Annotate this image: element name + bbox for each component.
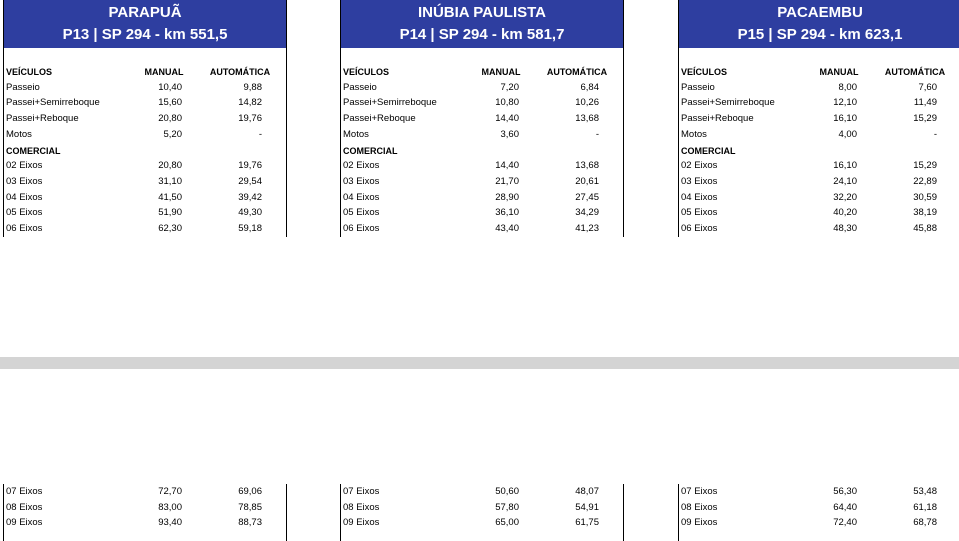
automatic-value: 34,29 bbox=[575, 207, 599, 219]
automatic-value: 27,45 bbox=[575, 191, 599, 203]
column-header-row bbox=[679, 64, 959, 80]
manual-value: 10,40 bbox=[158, 81, 182, 93]
right-border bbox=[623, 484, 624, 541]
automatic-header: AUTOMÁTICA bbox=[884, 67, 946, 77]
section-header bbox=[341, 143, 623, 159]
plaza-name: PACAEMBU bbox=[777, 4, 863, 21]
automatic-value: 49,30 bbox=[238, 207, 262, 219]
vehicles-header: VEÍCULOS bbox=[6, 67, 53, 77]
manual-value: 48,30 bbox=[833, 223, 857, 234]
column-header-row bbox=[341, 64, 623, 80]
vehicle-label: 07 Eixos bbox=[6, 486, 43, 497]
automatic-value: 19,76 bbox=[238, 113, 262, 125]
manual-header: MANUAL bbox=[144, 67, 184, 77]
manual-header: MANUAL bbox=[819, 67, 859, 77]
table-row bbox=[341, 80, 623, 96]
right-border bbox=[286, 0, 287, 237]
plaza-location: P14 | SP 294 - km 581,7 bbox=[399, 26, 565, 43]
vehicle-label: 02 Eixos bbox=[681, 160, 718, 172]
vehicle-label: Passeio bbox=[343, 81, 377, 93]
panel-header bbox=[4, 0, 286, 48]
table-row bbox=[4, 515, 286, 531]
table-row bbox=[341, 205, 623, 221]
table-row bbox=[4, 205, 286, 221]
vehicle-label: 04 Eixos bbox=[681, 191, 718, 203]
table-row bbox=[4, 127, 286, 143]
manual-value: 16,10 bbox=[833, 113, 857, 125]
toll-panel-continued bbox=[341, 484, 623, 541]
vehicle-label: Motos bbox=[681, 128, 707, 140]
table-row bbox=[679, 111, 959, 127]
plaza-location: P15 | SP 294 - km 623,1 bbox=[737, 26, 903, 43]
commercial-label: COMERCIAL bbox=[6, 145, 61, 156]
vehicle-label: 07 Eixos bbox=[681, 486, 718, 497]
commercial-label: COMERCIAL bbox=[343, 145, 398, 156]
vehicle-label: 04 Eixos bbox=[6, 191, 43, 203]
section-header bbox=[4, 143, 286, 159]
automatic-value: 41,23 bbox=[575, 223, 599, 234]
vehicle-label: Passeio bbox=[6, 81, 40, 93]
table-row bbox=[679, 190, 959, 206]
automatic-value: 78,85 bbox=[238, 501, 262, 513]
vehicles-header: VEÍCULOS bbox=[343, 67, 390, 77]
table-row bbox=[341, 500, 623, 516]
table-row bbox=[679, 500, 959, 516]
automatic-value: 38,19 bbox=[913, 207, 937, 219]
table-row bbox=[679, 127, 959, 143]
automatic-value: 11,49 bbox=[913, 97, 937, 109]
table-row bbox=[679, 174, 959, 190]
table-row bbox=[341, 190, 623, 206]
manual-value: 16,10 bbox=[833, 160, 857, 172]
manual-value: 5,20 bbox=[163, 128, 182, 140]
manual-value: 56,30 bbox=[833, 486, 857, 497]
vehicle-label: 05 Eixos bbox=[6, 207, 43, 219]
table-row bbox=[341, 127, 623, 143]
vehicle-label: 03 Eixos bbox=[343, 175, 380, 187]
toll-panel bbox=[4, 0, 286, 237]
automatic-value: 13,68 bbox=[575, 113, 599, 125]
automatic-value: 45,88 bbox=[913, 223, 937, 234]
automatic-value: 15,29 bbox=[913, 160, 937, 172]
table-row bbox=[4, 190, 286, 206]
table-row bbox=[4, 158, 286, 174]
table-row bbox=[341, 95, 623, 111]
vehicle-label: Passei+Semirreboque bbox=[6, 97, 100, 109]
vehicle-label: Motos bbox=[6, 128, 32, 140]
automatic-value: 10,26 bbox=[575, 97, 599, 109]
table-row bbox=[4, 484, 286, 500]
right-border bbox=[286, 484, 287, 541]
manual-value: 83,00 bbox=[158, 501, 182, 513]
manual-value: 36,10 bbox=[495, 207, 519, 219]
manual-value: 43,40 bbox=[495, 223, 519, 234]
manual-value: 62,30 bbox=[158, 223, 182, 234]
table-row bbox=[4, 221, 286, 237]
manual-value: 3,60 bbox=[500, 128, 519, 140]
manual-value: 24,10 bbox=[833, 175, 857, 187]
toll-panel bbox=[341, 0, 623, 237]
table-row bbox=[341, 515, 623, 531]
manual-value: 31,10 bbox=[158, 175, 182, 187]
automatic-value: 29,54 bbox=[238, 175, 262, 187]
automatic-value: 59,18 bbox=[238, 223, 262, 234]
automatic-value: 30,59 bbox=[913, 191, 937, 203]
plaza-location: P13 | SP 294 - km 551,5 bbox=[62, 26, 228, 43]
manual-value: 7,20 bbox=[500, 81, 519, 93]
automatic-value: - bbox=[595, 128, 599, 140]
vehicle-label: 03 Eixos bbox=[681, 175, 718, 187]
table-row bbox=[679, 515, 959, 531]
automatic-value: 19,76 bbox=[238, 160, 262, 172]
vehicle-label: 05 Eixos bbox=[343, 207, 380, 219]
automatic-value: 20,61 bbox=[575, 175, 599, 187]
manual-value: 14,40 bbox=[495, 160, 519, 172]
table-row bbox=[4, 111, 286, 127]
automatic-header: AUTOMÁTICA bbox=[546, 67, 608, 77]
automatic-value: 9,88 bbox=[243, 81, 262, 93]
vehicle-label: 08 Eixos bbox=[681, 501, 718, 513]
manual-value: 51,90 bbox=[158, 207, 182, 219]
toll-panel-continued bbox=[4, 484, 286, 541]
vehicle-label: 08 Eixos bbox=[6, 501, 43, 513]
table-row bbox=[679, 484, 959, 500]
manual-value: 32,20 bbox=[833, 191, 857, 203]
vehicle-label: Passei+Semirreboque bbox=[681, 97, 775, 109]
manual-value: 57,80 bbox=[495, 501, 519, 513]
table-row bbox=[341, 484, 623, 500]
manual-value: 4,00 bbox=[838, 128, 857, 140]
automatic-header: AUTOMÁTICA bbox=[209, 67, 271, 77]
automatic-value: - bbox=[933, 128, 937, 140]
vehicle-label: Motos bbox=[343, 128, 369, 140]
vehicle-label: 06 Eixos bbox=[6, 223, 43, 234]
vehicle-label: 04 Eixos bbox=[343, 191, 380, 203]
table-row bbox=[4, 95, 286, 111]
automatic-value: 22,89 bbox=[913, 175, 937, 187]
vehicle-label: Passeio bbox=[681, 81, 715, 93]
automatic-value: 61,75 bbox=[575, 517, 599, 529]
manual-value: 8,00 bbox=[838, 81, 857, 93]
automatic-value: 14,82 bbox=[238, 97, 262, 109]
table-row bbox=[341, 221, 623, 237]
manual-value: 12,10 bbox=[833, 97, 857, 109]
automatic-value: 48,07 bbox=[575, 486, 599, 497]
automatic-value: 39,42 bbox=[238, 191, 262, 203]
manual-value: 20,80 bbox=[158, 160, 182, 172]
table-row bbox=[679, 205, 959, 221]
automatic-value: 13,68 bbox=[575, 160, 599, 172]
vehicles-header: VEÍCULOS bbox=[681, 67, 728, 77]
automatic-value: 69,06 bbox=[238, 486, 262, 497]
panel-header bbox=[341, 0, 623, 48]
manual-value: 15,60 bbox=[158, 97, 182, 109]
manual-value: 20,80 bbox=[158, 113, 182, 125]
vehicle-label: 05 Eixos bbox=[681, 207, 718, 219]
manual-value: 72,40 bbox=[833, 517, 857, 529]
automatic-value: 7,60 bbox=[918, 81, 937, 93]
automatic-value: 15,29 bbox=[913, 113, 937, 125]
manual-value: 64,40 bbox=[833, 501, 857, 513]
section-header bbox=[679, 143, 959, 159]
plaza-name: PARAPUÃ bbox=[108, 4, 182, 21]
vehicle-label: 08 Eixos bbox=[343, 501, 380, 513]
vehicle-label: Passei+Reboque bbox=[6, 113, 79, 125]
manual-value: 41,50 bbox=[158, 191, 182, 203]
table-row bbox=[341, 111, 623, 127]
vehicle-label: 07 Eixos bbox=[343, 486, 380, 497]
toll-panel bbox=[679, 0, 959, 237]
vehicle-label: 06 Eixos bbox=[343, 223, 380, 234]
automatic-value: 88,73 bbox=[238, 517, 262, 529]
table-row bbox=[679, 95, 959, 111]
table-row bbox=[341, 174, 623, 190]
manual-value: 93,40 bbox=[158, 517, 182, 529]
automatic-value: 6,84 bbox=[580, 81, 599, 93]
automatic-value: 68,78 bbox=[913, 517, 937, 529]
column-header-row bbox=[4, 64, 286, 80]
commercial-label: COMERCIAL bbox=[681, 145, 736, 156]
manual-value: 50,60 bbox=[495, 486, 519, 497]
table-row bbox=[679, 221, 959, 237]
automatic-value: 61,18 bbox=[913, 501, 937, 513]
table-row bbox=[679, 158, 959, 174]
table-row bbox=[4, 500, 286, 516]
manual-header: MANUAL bbox=[481, 67, 521, 77]
automatic-value: 54,91 bbox=[575, 501, 599, 513]
vehicle-label: 09 Eixos bbox=[681, 517, 718, 529]
vehicle-label: 02 Eixos bbox=[6, 160, 43, 172]
vehicle-label: Passei+Reboque bbox=[681, 113, 754, 125]
manual-value: 14,40 bbox=[495, 113, 519, 125]
manual-value: 40,20 bbox=[833, 207, 857, 219]
manual-value: 72,70 bbox=[158, 486, 182, 497]
automatic-value: 53,48 bbox=[913, 486, 937, 497]
automatic-value: - bbox=[258, 128, 262, 140]
vehicle-label: 06 Eixos bbox=[681, 223, 718, 234]
vehicle-label: 09 Eixos bbox=[6, 517, 43, 529]
panel-header bbox=[679, 0, 959, 48]
table-row bbox=[4, 80, 286, 96]
table-row bbox=[341, 158, 623, 174]
manual-value: 65,00 bbox=[495, 517, 519, 529]
manual-value: 28,90 bbox=[495, 191, 519, 203]
vehicle-label: 02 Eixos bbox=[343, 160, 380, 172]
vehicle-label: 09 Eixos bbox=[343, 517, 380, 529]
vehicle-label: Passei+Semirreboque bbox=[343, 97, 437, 109]
table-row bbox=[4, 174, 286, 190]
plaza-name: INÚBIA PAULISTA bbox=[417, 4, 547, 21]
vehicle-label: 03 Eixos bbox=[6, 175, 43, 187]
toll-panel-continued bbox=[679, 484, 959, 541]
table-row bbox=[679, 80, 959, 96]
right-border bbox=[623, 0, 624, 237]
manual-value: 21,70 bbox=[495, 175, 519, 187]
separator-band bbox=[0, 357, 959, 369]
manual-value: 10,80 bbox=[495, 97, 519, 109]
vehicle-label: Passei+Reboque bbox=[343, 113, 416, 125]
